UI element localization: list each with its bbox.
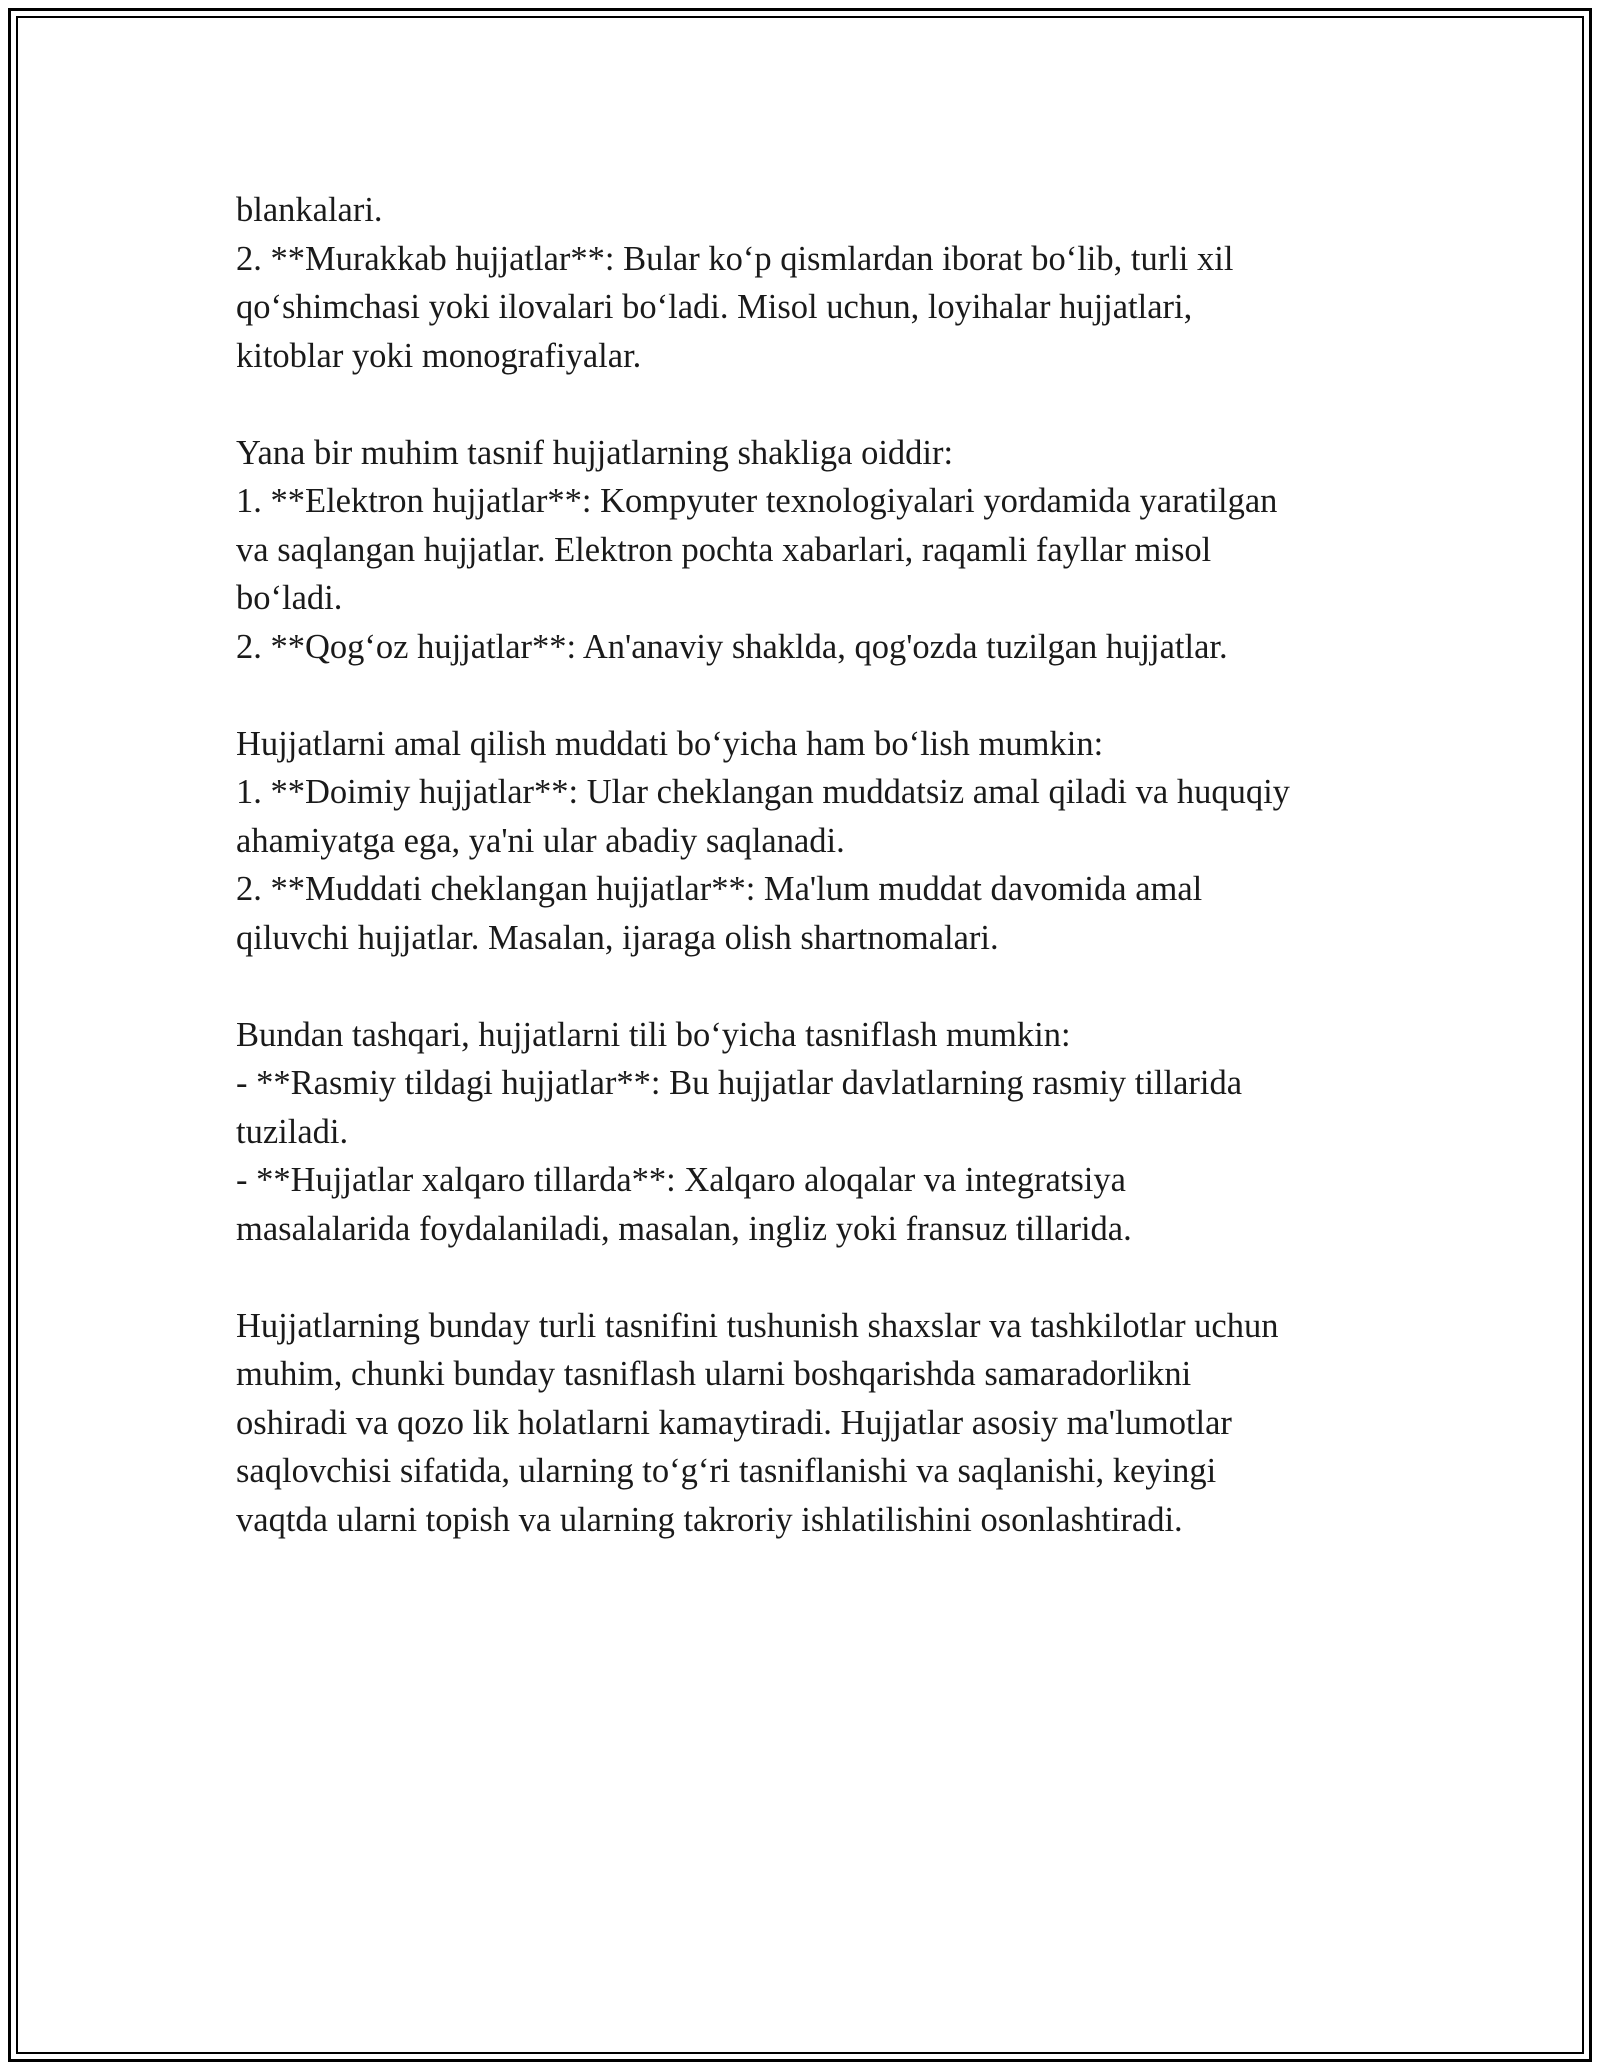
document-body: [236, 186, 1376, 1544]
text-line: - **Hujjatlar xalqaro tillarda**: Xalqaro aloqalar va integratsiya: [236, 1161, 1126, 1199]
paragraph: [236, 720, 1376, 963]
paragraph: [236, 186, 1376, 380]
paragraph-gap: [236, 380, 1376, 429]
text-line: va saqlangan hujjatlar. Elektron pochta xabarlari, raqamli fayllar misol: [236, 530, 1212, 569]
text-line: ahamiyatga ega, ya'ni ular abadiy saqlanadi.: [236, 821, 845, 860]
text-line: Hujjatlarni amal qilish muddati bo‘yicha ham bo‘lish mumkin:: [236, 724, 1104, 763]
text-line: 2. **Qog‘oz hujjatlar**: An'anaviy shaklda, qog'ozda tuzilgan hujjatlar.: [236, 627, 1228, 666]
text-line: Bundan tashqari, hujjatlarni tili bo‘yicha tasniflash mumkin:: [236, 1015, 1071, 1054]
text-line: Yana bir muhim tasnif hujjatlarning shakliga oiddir:: [236, 433, 954, 472]
text-line: tuziladi.: [236, 1112, 349, 1151]
text-line: saqlovchisi sifatida, ularning to‘g‘ri tasniflanishi va saqlanishi, keyingi: [236, 1452, 1217, 1490]
text-line: qiluvchi hujjatlar. Masalan, ijaraga olish shartnomalari.: [236, 918, 999, 957]
paragraph-gap: [236, 1253, 1376, 1302]
paragraph-gap: [236, 671, 1376, 720]
paragraph: [236, 429, 1376, 672]
text-line: 2. **Murakkab hujjatlar**: Bular ko‘p qismlardan iborat bo‘lib, turli xil: [236, 239, 1234, 278]
text-line: blankalari.: [236, 191, 383, 229]
text-line: masalalarida foydalaniladi, masalan, ingliz yoki fransuz tillarida.: [236, 1209, 1132, 1248]
text-line: 1. **Elektron hujjatlar**: Kompyuter texnologiyalari yordamida yaratilgan: [236, 482, 1278, 520]
text-line: muhim, chunki bunday tasniflash ularni boshqarishda samaradorlikni: [236, 1355, 1192, 1393]
text-line: - **Rasmiy tildagi hujjatlar**: Bu hujjatlar davlatlarning rasmiy tillarida: [236, 1064, 1243, 1102]
text-line: 1. **Doimiy hujjatlar**: Ular cheklangan muddatsiz amal qiladi va huquqiy: [236, 773, 1290, 811]
paragraph: [236, 1302, 1376, 1545]
text-line: kitoblar yoki monografiyalar.: [236, 336, 642, 375]
text-line: qo‘shimchasi yoki ilovalari bo‘ladi. Misol uchun, loyihalar hujjatlari,: [236, 288, 1193, 326]
text-line: 2. **Muddati cheklangan hujjatlar**: Ma'lum muddat davomida amal: [236, 870, 1203, 908]
paragraph: [236, 1011, 1376, 1254]
text-line: oshiradi va qozo lik holatlarni kamaytiradi. Hujjatlar asosiy ma'lumotlar: [236, 1403, 1232, 1442]
paragraph-gap: [236, 962, 1376, 1011]
text-line: bo‘ladi.: [236, 579, 343, 617]
text-line: vaqtda ularni topish va ularning takroriy ishlatilishini osonlashtiradi.: [236, 1500, 1183, 1539]
text-line: Hujjatlarning bunday turli tasnifini tushunish shaxslar va tashkilotlar uchun: [236, 1306, 1279, 1345]
